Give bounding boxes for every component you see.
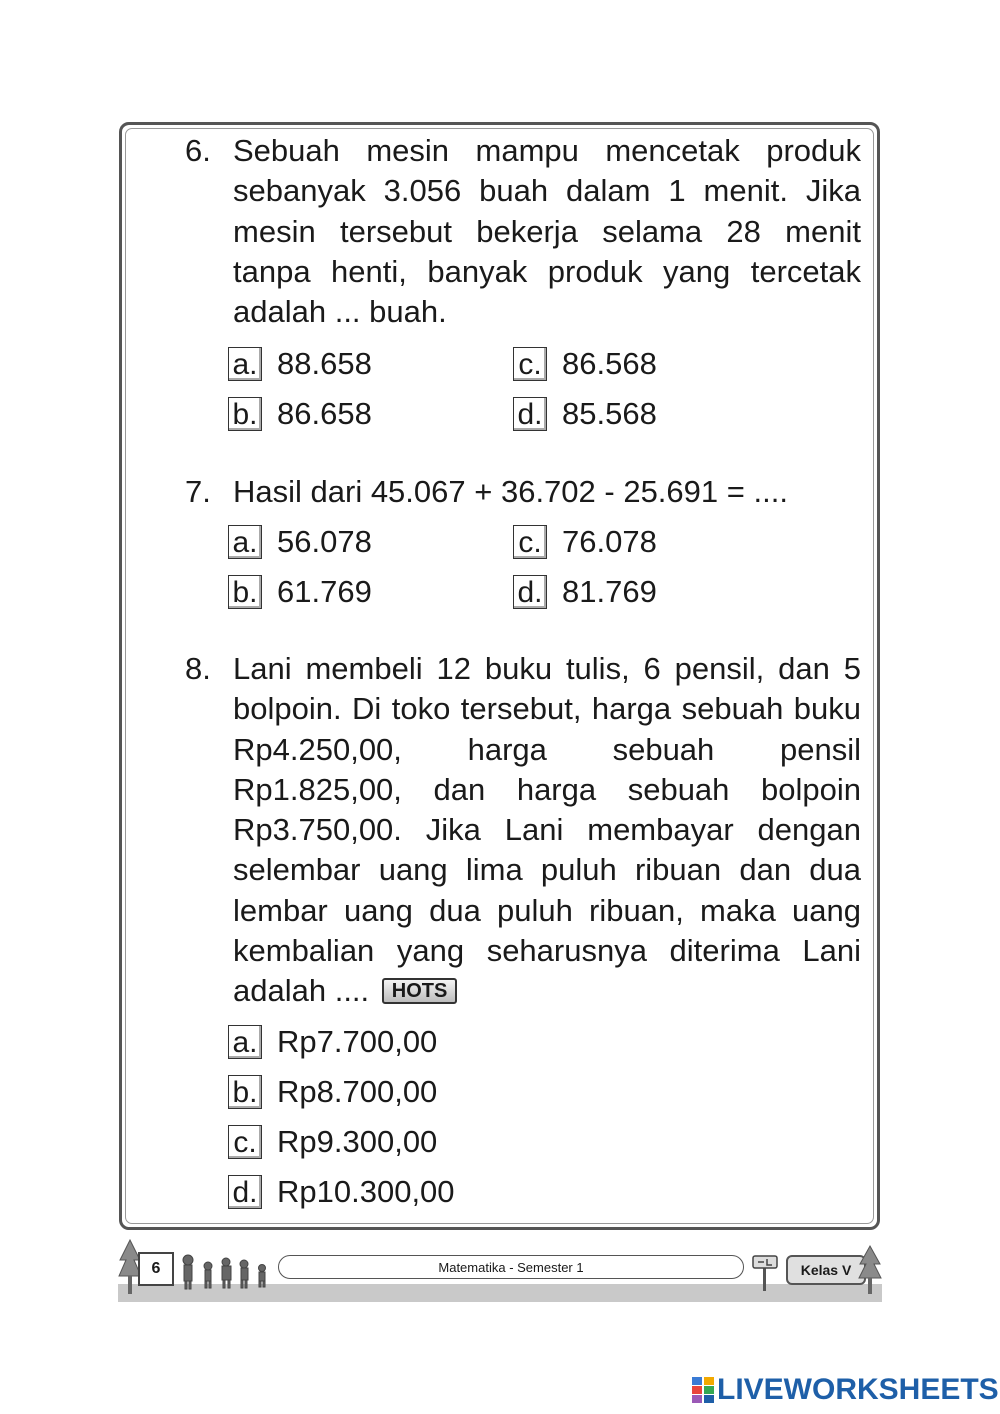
option-7a[interactable]: [228, 522, 372, 558]
option-value: Rp10.300,00: [277, 1173, 455, 1209]
option-value: 85.568: [562, 395, 657, 431]
option-letter: d.: [513, 397, 547, 431]
option-letter: c.: [513, 347, 547, 381]
option-letter: a.: [228, 347, 262, 381]
option-value: 86.568: [562, 345, 657, 381]
option-letter: d.: [513, 575, 547, 609]
option-7d[interactable]: [513, 572, 657, 608]
option-7c[interactable]: [513, 522, 657, 558]
question-7: [185, 472, 861, 512]
subject-label: Matematika - Semester 1: [278, 1255, 744, 1279]
option-letter: a.: [228, 525, 262, 559]
brand-name: LIVEWORKSHEETS: [717, 1373, 999, 1406]
question-text: Sebuah mesin mampu mencetak produk sebanyak 3.056 buah dalam 1 menit. Jika mesin tersebut bekerja selama 28 menit tanpa henti, banyak produk yang tercetak adalah ... buah.: [233, 133, 861, 330]
option-value: Rp8.700,00: [277, 1073, 438, 1109]
option-value: Rp7.700,00: [277, 1023, 438, 1059]
question-number: 6.: [185, 133, 211, 168]
grade-label: Kelas V: [786, 1255, 866, 1285]
option-letter: b.: [228, 575, 262, 609]
option-value: Rp9.300,00: [277, 1123, 438, 1159]
option-8b[interactable]: [228, 1072, 437, 1108]
question-6: [185, 131, 861, 332]
page-number: 6: [138, 1252, 174, 1286]
option-value: 76.078: [562, 523, 657, 559]
option-6a[interactable]: [228, 344, 372, 380]
tree-icon: [858, 1244, 882, 1298]
hots-badge: HOTS: [382, 978, 458, 1004]
option-6d[interactable]: [513, 394, 657, 430]
option-letter: b.: [228, 1075, 262, 1109]
signpost-icon: [750, 1253, 780, 1293]
option-letter: a.: [228, 1025, 262, 1059]
kids-walking-icon: [180, 1252, 275, 1292]
logo-mark-icon: [692, 1377, 714, 1403]
option-letter: c.: [513, 525, 547, 559]
question-text: [233, 649, 861, 1012]
option-value: 88.658: [277, 345, 372, 381]
option-value: 81.769: [562, 573, 657, 609]
option-value: 56.078: [277, 523, 372, 559]
option-letter: b.: [228, 397, 262, 431]
option-8d[interactable]: [228, 1172, 455, 1208]
liveworksheets-logo: [692, 1373, 999, 1407]
option-8a[interactable]: [228, 1022, 437, 1058]
option-8c[interactable]: [228, 1122, 437, 1158]
question-8: [185, 649, 861, 1012]
option-6c[interactable]: [513, 344, 657, 380]
page-footer: [118, 1238, 882, 1302]
option-letter: c.: [228, 1125, 262, 1159]
option-6b[interactable]: [228, 394, 372, 430]
question-body: Lani membeli 12 buku tulis, 6 pensil, dan 5 bolpoin. Di toko tersebut, harga sebuah buku Rp4.250,00, harga sebuah pensil Rp1.825,00, dan harga sebuah bolpoin Rp3.750,00. Jika Lani membayar dengan selembar uang lima puluh ribuan dan dua lembar uang dua puluh ribuan, maka uang kembalian yang seharusnya diterima Lani adalah ....: [233, 651, 861, 1009]
option-letter: d.: [228, 1175, 262, 1209]
question-number: 8.: [185, 651, 211, 686]
option-value: 86.658: [277, 395, 372, 431]
question-text: Hasil dari 45.067 + 36.702 - 25.691 = ....: [233, 474, 788, 509]
option-value: 61.769: [277, 573, 372, 609]
option-7b[interactable]: [228, 572, 372, 608]
question-number: 7.: [185, 474, 211, 509]
